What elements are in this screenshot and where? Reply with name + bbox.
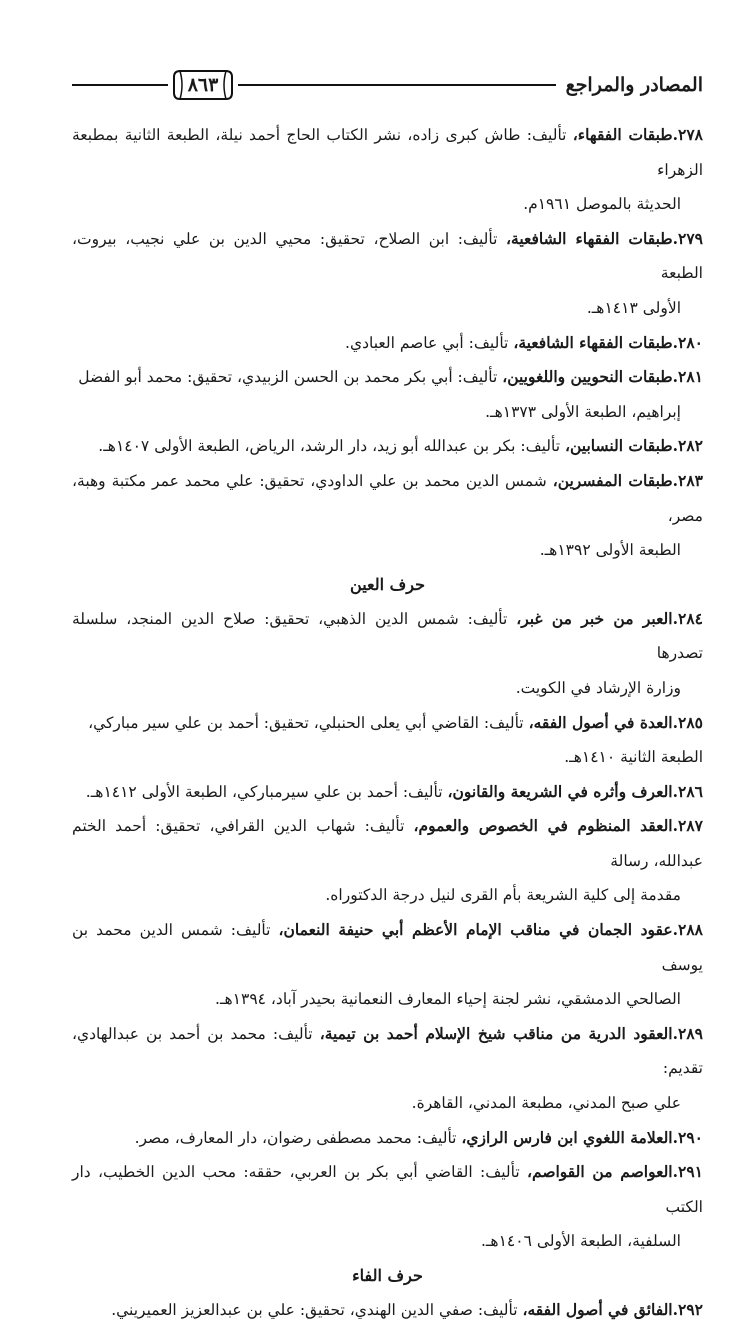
entry-continuation: الحديثة بالموصل ١٩٦١م. bbox=[523, 195, 681, 214]
entry-number: ٢٨٥. bbox=[672, 712, 703, 732]
bibliography-entry bbox=[72, 706, 703, 775]
bibliography-entry bbox=[72, 1017, 703, 1121]
entry-details: تأليف: طاش كبرى زاده، نشر الكتاب الحاج أحمد نيلة، الطبعة الثانية بمطبعة الزهراء bbox=[72, 126, 703, 179]
entry-title: العواصم من القواصم، bbox=[527, 1162, 673, 1182]
bibliography-entry bbox=[72, 1155, 703, 1259]
entry-details: تأليف: أحمد بن علي سيرمباركي، الطبعة الأولى ١٤١٢هـ. bbox=[85, 782, 448, 801]
entry-title: عقود الجمان في مناقب الإمام الأعظم أبي حنيفة النعمان، bbox=[278, 920, 673, 940]
entry-continuation: وزارة الإرشاد في الكويت. bbox=[515, 678, 681, 697]
entry-number: ٢٨٢. bbox=[672, 436, 703, 456]
entry-number: ٢٩١. bbox=[672, 1162, 703, 1182]
bibliography-entry bbox=[72, 118, 703, 222]
entry-title: طبقات النحويين واللغويين، bbox=[502, 367, 673, 387]
bibliography-entry bbox=[72, 1121, 703, 1156]
header-rule bbox=[238, 84, 556, 86]
section-heading: حرف العين bbox=[350, 574, 425, 594]
entry-number: ٢٨٣. bbox=[672, 470, 703, 490]
page-number-box bbox=[172, 65, 234, 105]
entry-details: تأليف: أبي عاصم العبادي. bbox=[345, 333, 514, 352]
bibliography-entry bbox=[72, 602, 703, 706]
entry-number: ٢٧٩. bbox=[672, 228, 703, 248]
entry-continuation: الأولى ١٤١٣هـ. bbox=[586, 298, 681, 317]
entry-number: ٢٨٠. bbox=[672, 332, 703, 352]
entry-title: العلامة اللغوي ابن فارس الرازي، bbox=[461, 1127, 673, 1147]
header-title: المصادر والمراجع bbox=[565, 74, 703, 96]
bibliography-entry bbox=[72, 1293, 703, 1328]
page-number: ٨٦٣ bbox=[187, 74, 219, 96]
entry-continuation: علي صبح المدني، مطبعة المدني، القاهرة. bbox=[411, 1094, 681, 1113]
bibliography-entry bbox=[72, 464, 703, 568]
entry-details: تأليف: أبي بكر محمد بن الحسن الزبيدي، تحقيق: محمد أبو الفضل bbox=[78, 368, 503, 387]
entry-title: العدة في أصول الفقه، bbox=[528, 712, 673, 732]
entry-title: العبر من خبر من غبر، bbox=[516, 608, 673, 628]
bibliography-entry bbox=[72, 429, 703, 464]
entry-title: طبقات المفسرين، bbox=[552, 470, 673, 490]
entry-number: ٢٨٦. bbox=[672, 781, 703, 801]
entry-number: ٢٨٨. bbox=[672, 920, 704, 940]
entry-details: تأليف: القاضي أبي يعلى الحنبلي، تحقيق: أحمد بن علي سير مباركي، الطبعة الثانية ١٤١٠هـ. bbox=[88, 713, 703, 767]
entry-details: تأليف: بكر بن عبدالله أبو زيد، دار الرشد، الرياض، الطبعة الأولى ١٤٠٧هـ. bbox=[98, 437, 565, 456]
bibliography-entry bbox=[72, 326, 703, 361]
entry-title: العقد المنظوم في الخصوص والعموم، bbox=[413, 816, 673, 836]
entry-details: تأليف: شهاب الدين القرافي، تحقيق: أحمد الختم عبدالله، رسالة bbox=[72, 817, 703, 870]
entry-details: تأليف: محمد بن أحمد بن عبدالهادي، تقديم: bbox=[72, 1024, 703, 1078]
entry-title: العقود الدرية من مناقب شيخ الإسلام أحمد بن تيمية، bbox=[319, 1023, 673, 1043]
entry-details: تأليف: صفي الدين الهندي، تحقيق: علي بن عبدالعزيز العميريني. bbox=[111, 1301, 523, 1319]
entry-continuation: مقدمة إلى كلية الشريعة بأم القرى لنيل درجة الدكتوراه. bbox=[325, 886, 681, 905]
entry-title: العرف وأثره في الشريعة والقانون، bbox=[447, 781, 673, 801]
bibliography-entry bbox=[72, 775, 703, 810]
entry-title: طبقات الفقهاء، bbox=[572, 125, 673, 144]
header-rule-left bbox=[72, 84, 168, 86]
bibliography-entry bbox=[72, 809, 703, 913]
entry-continuation: السلفية، الطبعة الأولى ١٤٠٦هـ. bbox=[480, 1232, 681, 1251]
entry-title: طبقات الفقهاء الشافعية، bbox=[506, 228, 673, 248]
bibliography-list bbox=[72, 118, 703, 1328]
entry-number: ٢٨٧. bbox=[672, 816, 703, 836]
entry-details: تأليف: شمس الدين الذهبي، تحقيق: صلاح الدين المنجد، سلسلة تصدرها bbox=[72, 609, 703, 663]
entry-continuation: الطبعة الأولى ١٣٩٢هـ. bbox=[539, 541, 681, 560]
entry-title: طبقات النسابين، bbox=[564, 436, 673, 456]
entry-details: تأليف: القاضي أبي بكر بن العربي، حققه: محب الدين الخطيب، دار الكتب bbox=[72, 1163, 703, 1216]
entry-number: ٢٩٢. bbox=[672, 1300, 703, 1319]
entry-details: تأليف: محمد مصطفى رضوان، دار المعارف، مصر. bbox=[134, 1128, 462, 1147]
entry-continuation: إبراهيم، الطبعة الأولى ١٣٧٣هـ. bbox=[485, 402, 681, 421]
entry-number: ٢٧٨. bbox=[672, 125, 704, 144]
bibliography-entry bbox=[72, 222, 703, 326]
entry-number: ٢٨١. bbox=[672, 367, 703, 387]
entry-details: تأليف: ابن الصلاح، تحقيق: محيي الدين بن علي نجيب، بيروت، الطبعة bbox=[72, 229, 703, 283]
entry-title: الفائق في أصول الفقه، bbox=[522, 1300, 673, 1319]
running-header bbox=[72, 63, 703, 107]
entry-number: ٢٨٤. bbox=[672, 608, 703, 628]
entry-continuation: الصالحي الدمشقي، نشر لجنة إحياء المعارف النعمانية بحيدر آباد، ١٣٩٤هـ. bbox=[215, 990, 681, 1009]
entry-number: ٢٩٠. bbox=[672, 1127, 703, 1147]
bibliography-entry bbox=[72, 360, 703, 429]
entry-number: ٢٨٩. bbox=[672, 1023, 703, 1043]
entry-details: تأليف: شمس الدين محمد بن يوسف bbox=[72, 921, 703, 974]
bibliography-entry bbox=[72, 913, 703, 1017]
section-heading: حرف الفاء bbox=[352, 1266, 423, 1285]
entry-title: طبقات الفقهاء الشافعية، bbox=[513, 332, 673, 352]
entry-details: شمس الدين محمد بن علي الداودي، تحقيق: علي محمد عمر مكتبة وهبة، مصر، bbox=[72, 471, 703, 525]
